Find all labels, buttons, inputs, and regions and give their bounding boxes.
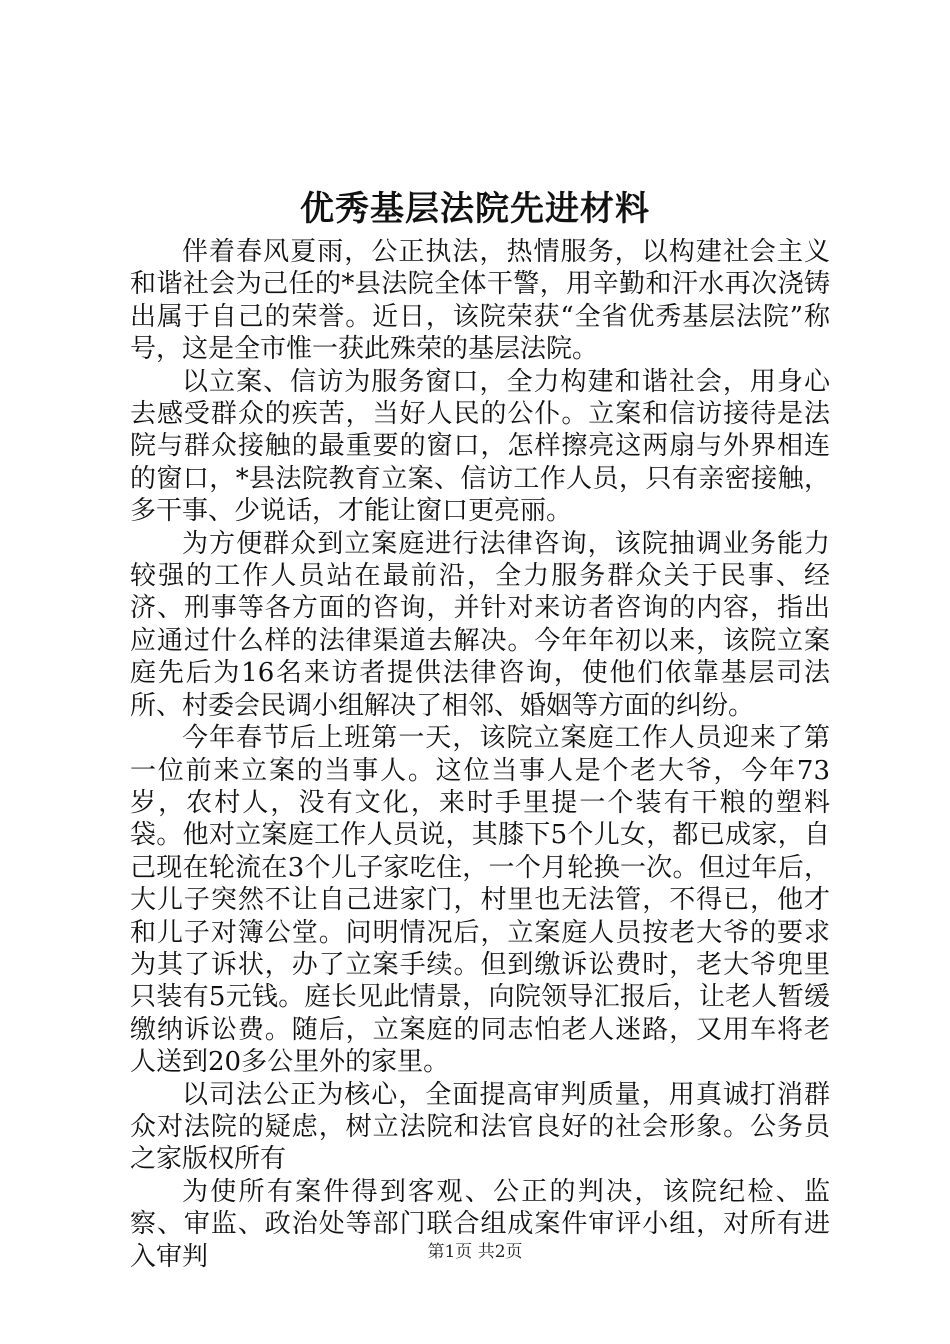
paragraph: 今年春节后上班第一天，该院立案庭工作人员迎来了第一位前来立案的当事人。这位当事人是个老大爷，今年73岁，农村人，没有文化，来时手里提一个装有干粮的塑料袋。他对立案庭工作人员说，其膝下5个儿女，都已成家，自己现在轮流在3个儿子家吃住，一个月轮换一次。但过年后，大儿子突然不让自己进家门，村里也无法管，不得已，他才和儿子对簿公堂。问明情况后，立案庭人员按老大爷的要求为其了诉状，办了立案手续。但到缴诉讼费时，老大爷兜里只装有5元钱。庭长见此情景，向院领导汇报后，让老人暂缓缴纳诉讼费。随后，立案庭的同志怕老人迷路，又用车将老人送到20多公里外的家里。 (130, 723, 830, 1078)
paragraph: 为使所有案件得到客观、公正的判决，该院纪检、监察、审监、政治处等部门联合组成案件审评小组，对所有进入审判 (130, 1176, 830, 1272)
paragraph: 为方便群众到立案庭进行法律咨询，该院抽调业务能力较强的工作人员站在最前沿，全力服务群众关于民事、经济、刑事等各方面的咨询，并针对来访者咨询的内容，指出应通过什么样的法律渠道去解决。今年年初以来，该院立案庭先后为16名来访者提供法律咨询，使他们依靠基层司法所、村委会民调小组解决了相邻、婚姻等方面的纠纷。 (130, 528, 830, 721)
page-number-footer: 第1页 共2页 (427, 1242, 523, 1262)
document-title: 优秀基层法院先进材料 (300, 189, 650, 229)
paragraph: 伴着春风夏雨，公正执法，热情服务，以构建社会主义和谐社会为己任的*县法院全体干警，用辛勤和汗水再次浇铸出属于自己的荣誉。近日，该院荣获“全省优秀基层法院”称号，这是全市惟一获此殊荣的基层法院。 (130, 237, 830, 365)
paragraph: 以司法公正为核心，全面提高审判质量，用真诚打消群众对法院的疑虑，树立法院和法官良好的社会形象。公务员之家版权所有 (130, 1079, 830, 1175)
paragraph: 以立案、信访为服务窗口，全力构建和谐社会，用身心去感受群众的疾苦，当好人民的公仆。立案和信访接待是法院与群众接触的最重要的窗口，怎样擦亮这两扇与外界相连的窗口，*县法院教育立案、信访工作人员，只有亲密接触，多干事、少说话，才能让窗口更亮丽。 (130, 366, 830, 527)
document-body (130, 236, 830, 1273)
